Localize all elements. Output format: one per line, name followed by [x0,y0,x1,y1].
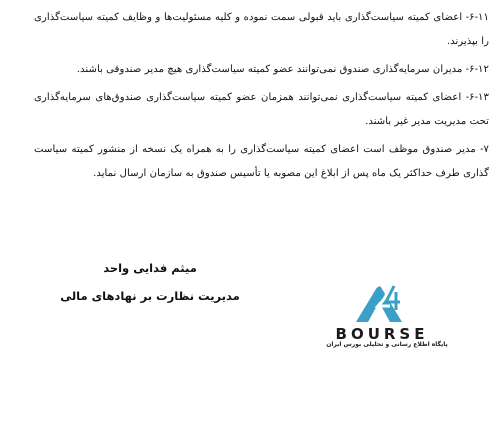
signatory-name: میثم فدایی واحد [103,261,197,275]
signature-block [40,254,260,310]
clauses-section [34,6,489,190]
clause-7: ۷- مدیر صندوق موظف است اعضای کمیته سیاست‌گذاری را به همراه یک نسخه از منشور کمیته سیاست گذاری طرف حداکثر یک ماه پس از ابلاغ این مصوبه یا تأسیس صندوق به سازمان ارسال نماید. [34,144,489,179]
clause-6-13: ۶-۱۳- اعضای کمیته سیاست‌گذاری نمی‌توانند همزمان عضو کمیته سیاست‌گذاری صندوق‌های سرمایه‌گذاری تحت مدیریت مدیر غیر باشند. [34,92,489,127]
logo-tagline: پایگاه اطلاع رسانی و تحلیلی بورس ایران [326,341,448,348]
clause-6-12: ۶-۱۲- مدیران سرمایه‌گذاری صندوق نمی‌توانند عضو کمیته سیاست‌گذاری هیچ مدیر صندوقی باشند. [76,64,489,75]
signatory-title: مدیریت نظارت بر نهادهای مالی [60,289,240,303]
logo-wordmark: BOURSE [335,325,429,342]
logo-mark-icon [312,262,462,342]
clause-6-11: ۶-۱۱- اعضای کمیته سیاست‌گذاری باید قبولی سمت نموده و کلیه مسئولیت‌ها و وظایف کمیته سیاست‌گذاری را بپذیرند. [34,12,489,47]
